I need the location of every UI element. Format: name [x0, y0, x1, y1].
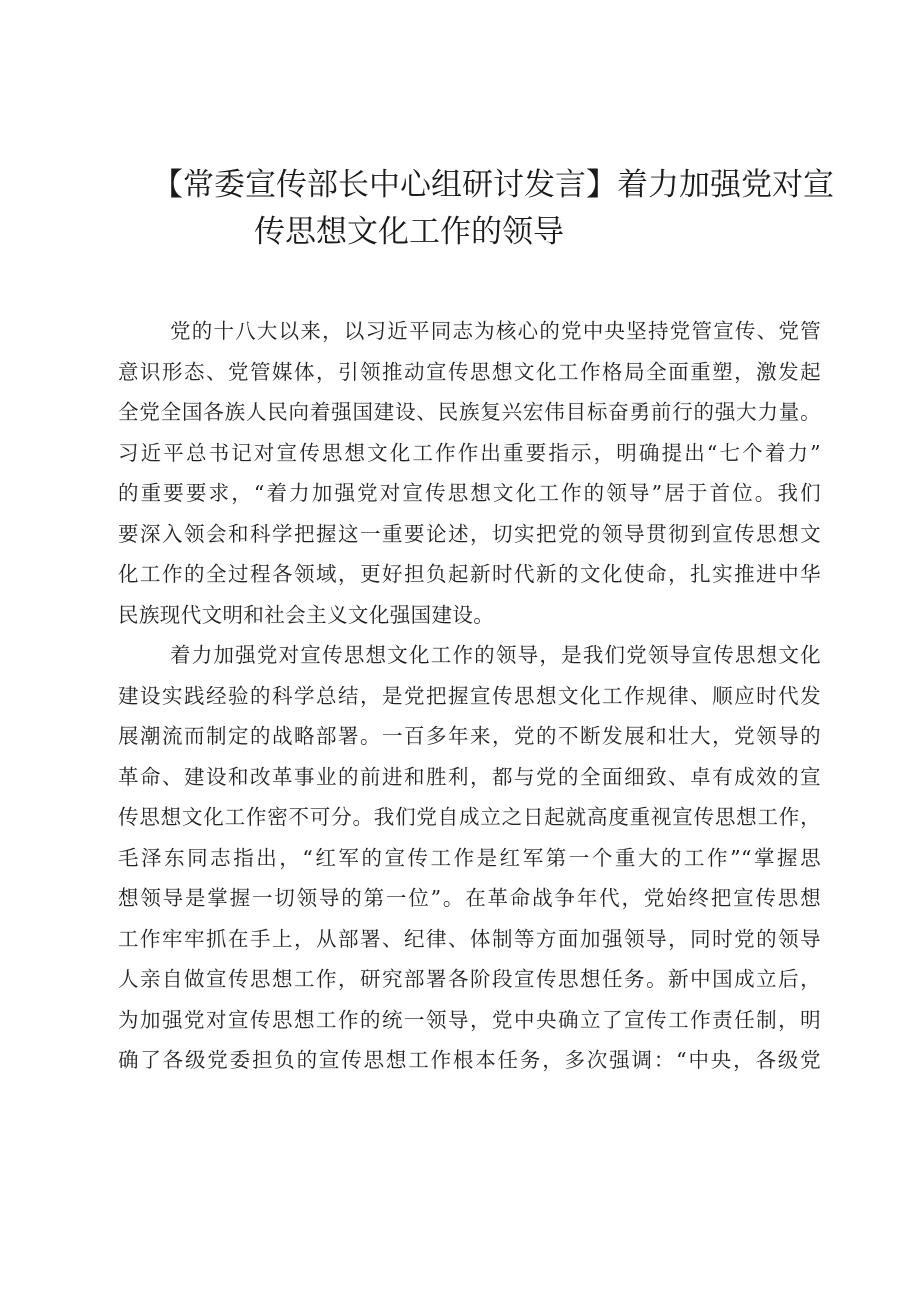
body-line: 想领导是掌握一切领导的第一位”。在革命战争年代，党始终把宣传思想: [118, 886, 821, 910]
body-line: 着力加强党对宣传思想文化工作的领导，是我们党领导宣传思想文化: [170, 643, 821, 667]
body-line: 确了各级党委担负的宣传思想工作根本任务，多次强调：“中央，各级党: [118, 1048, 821, 1072]
title-line-2: 传思想文化工作的领导: [254, 214, 564, 250]
body-line: 为加强党对宣传思想工作的统一领导，党中央确立了宣传工作责任制，明: [118, 1007, 821, 1032]
paragraph-1: [118, 311, 821, 635]
body-line: 要深入领会和科学把握这一重要论述，切实把党的领导贯彻到宣传思想文: [118, 521, 821, 546]
body-line: 传思想文化工作密不可分。我们党自成立之日起就高度重视宣传思想工作，: [118, 805, 821, 829]
body-line: 展潮流而制定的战略部署。一百多年来，党的不断发展和壮大，党领导的: [118, 724, 821, 748]
body-line: 的重要要求，“着力加强党对宣传思想文化工作的领导”居于首位。我们: [118, 481, 821, 505]
body-line: 革命、建设和改革事业的前进和胜利，都与党的全面细致、卓有成效的宣: [118, 764, 821, 789]
body-line: 习近平总书记对宣传思想文化工作作出重要指示，明确提出“七个着力”: [118, 440, 821, 465]
body-line: 意识形态、党管媒体，引领推动宣传思想文化工作格局全面重塑，激发起: [118, 359, 821, 384]
body-line: 民族现代文明和社会主义文化强国建设。: [118, 602, 495, 627]
title-line-1: 【常委宣传部长中心组研讨发言】着力加强党对宣: [152, 167, 834, 203]
body-line: 工作牢牢抓在手上，从部署、纪律、体制等方面加强领导，同时党的领导: [118, 926, 821, 951]
body-line: 党的十八大以来，以习近平同志为核心的党中央坚持党管宣传、党管: [170, 319, 821, 343]
body-line: 化工作的全过程各领域，更好担负起新时代新的文化使命，扎实推进中华: [118, 562, 821, 586]
document-title: [100, 164, 834, 253]
document-body: [118, 311, 821, 1081]
body-line: 人亲自做宣传思想工作，研究部署各阶段宣传思想任务。新中国成立后，: [118, 967, 821, 991]
body-line: 全党全国各族人民向着强国建设、民族复兴宏伟目标奋勇前行的强大力量。: [118, 400, 821, 424]
body-line: 毛泽东同志指出，“红军的宣传工作是红军第一个重大的工作”“掌握思: [118, 845, 821, 870]
paragraph-2: [118, 635, 821, 1081]
body-line: 建设实践经验的科学总结，是党把握宣传思想文化工作规律、顺应时代发: [118, 683, 821, 708]
